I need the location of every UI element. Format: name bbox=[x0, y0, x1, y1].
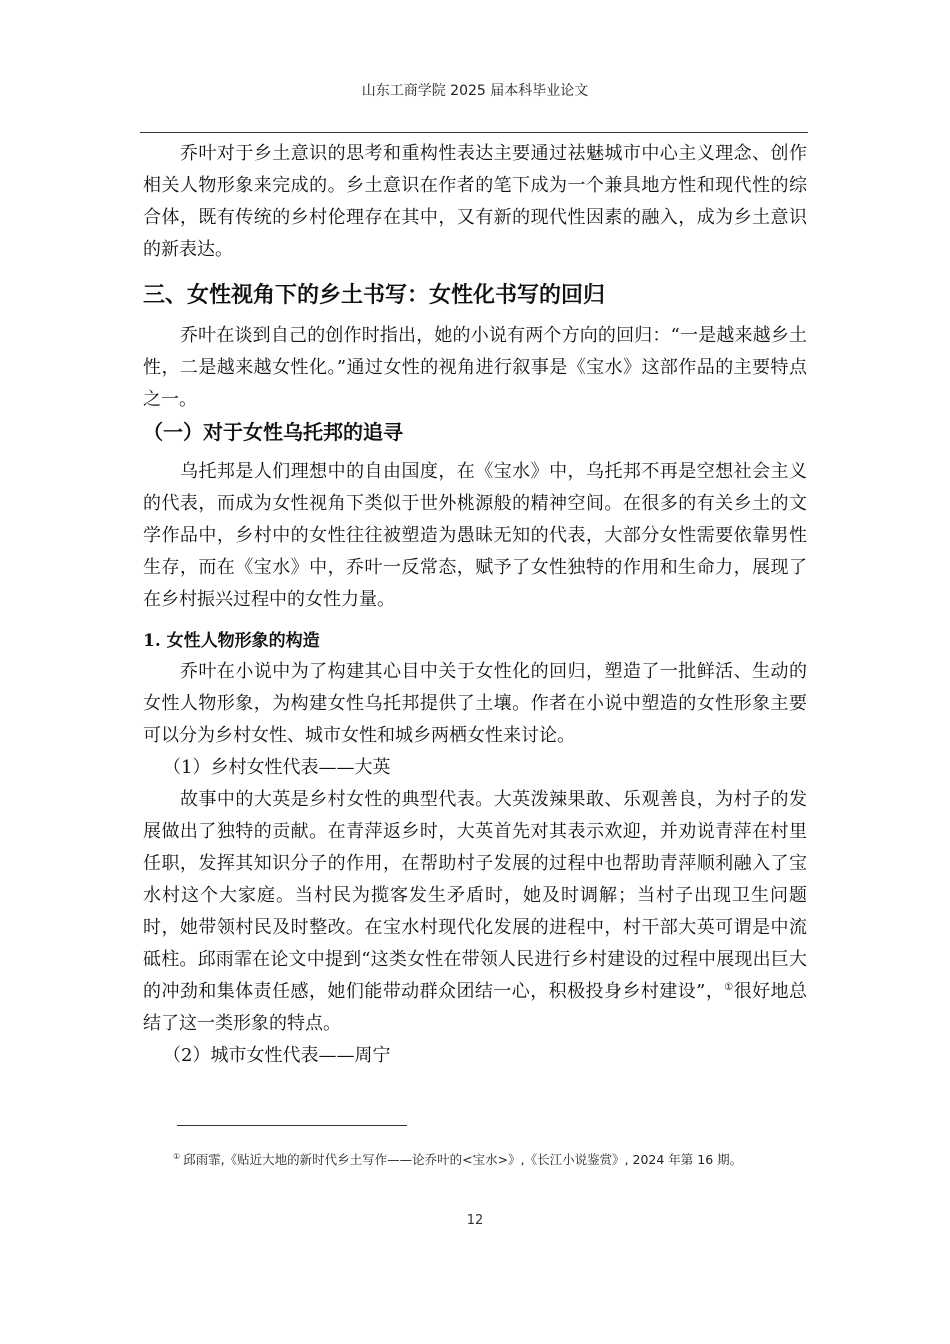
paragraph-3: 乌托邦是人们理想中的自由国度，在《宝水》中，乌托邦不再是空想社会主义的代表，而成为女性视角下类似于世外桃源般的精神空间。在很多的有关乡土的文学作品中，乡村中的女性往往被塑造为愚昧无知的代表，大部分女性需要依靠男性生存，而在《宝水》中，乔叶一反常态，赋予了女性独特的作用和生命力，展现了在乡村振兴过程中的女性力量。 bbox=[143, 461, 807, 610]
paragraph-1: 乔叶对于乡土意识的思考和重构性表达主要通过祛魅城市中心主义理念、创作相关人物形象来完成的。乡土意识在作者的笔下成为一个兼具地方性和现代性的综合体，既有传统的乡村伦理存在其中，又有新的现代性因素的融入，成为乡土意识的新表达。 bbox=[143, 143, 807, 260]
subsection-heading: （一）对于女性乌托邦的追寻 bbox=[143, 420, 403, 444]
footnote-mark: ① bbox=[173, 1151, 181, 1161]
section-heading: 三、女性视角下的乡土书写：女性化书写的回归 bbox=[143, 283, 606, 308]
page-number: 12 bbox=[466, 1213, 484, 1228]
paragraph-2: 乔叶在谈到自己的创作时指出，她的小说有两个方向的回归：“一是越来越乡土性，二是越来越女性化。”通过女性的视角进行叙事是《宝水》这部作品的主要特点之一。 bbox=[143, 325, 807, 410]
paragraph-5-text: 故事中的大英是乡村女性的典型代表。大英泼辣果敢、乐观善良，为村子的发展做出了独特的贡献。在青萍返乡时，大英首先对其表示欢迎，并劝说青萍在村里任职，发挥其知识分子的作用，在帮助村子发展的过程中也帮助青萍顺利融入了宝水村这个大家庭。当村民为揽客发生矛盾时，她及时调解；当村子出现卫生问题时，她带领村民及时整改。在宝水村现代化发展的进程中，村干部大英可谓是中流砥柱。邱雨霏在论文中提到“这类女性在带领人民进行乡村建设的过程中展现出巨大的冲劲和集体责任感，她们能带动群众团结一心，积极投身乡村建设”， bbox=[143, 789, 807, 1002]
footnote-rule bbox=[177, 1125, 407, 1126]
footnote bbox=[173, 1150, 813, 1168]
paragraph-5 bbox=[143, 784, 807, 1040]
paragraph-4: 乔叶在小说中为了构建其心目中关于女性化的回归，塑造了一批鲜活、生动的女性人物形象，为构建女性乌托邦提供了土壤。作者在小说中塑造的女性形象主要可以分为乡村女性、城市女性和城乡两栖女性来讨论。 bbox=[143, 661, 807, 746]
footnote-text: 邱雨霏,《贴近大地的新时代乡土写作——论乔叶的<宝水>》,《长江小说鉴赏》, 2024 年第 16 期。 bbox=[183, 1152, 743, 1167]
subsubsection-heading: 1. 女性人物形象的构造 bbox=[143, 631, 320, 651]
header-rule bbox=[140, 132, 808, 133]
running-header: 山东工商学院 2025 届本科毕业论文 bbox=[361, 83, 589, 99]
body-text bbox=[143, 138, 807, 1072]
paragraph-5-tail: 很好地总结了这一类形象的特点。 bbox=[143, 981, 808, 1034]
item-heading-2: （2）城市女性代表——周宁 bbox=[163, 1045, 391, 1066]
item-heading-1: （1）乡村女性代表——大英 bbox=[163, 757, 391, 778]
footnote-reference[interactable]: ① bbox=[724, 982, 734, 993]
